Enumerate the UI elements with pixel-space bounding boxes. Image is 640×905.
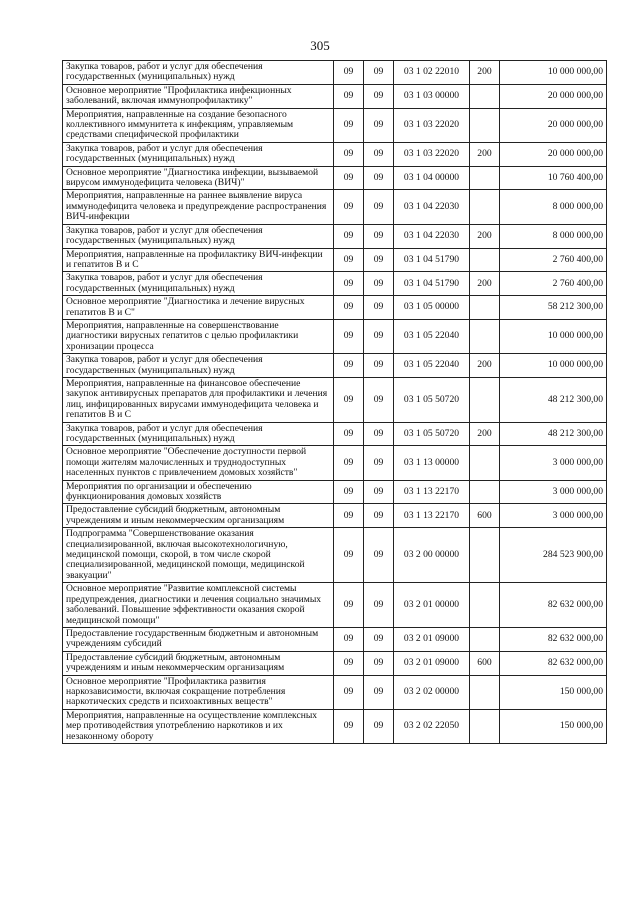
table-row xyxy=(63,296,607,320)
amount-cell: 150 000,00 xyxy=(500,675,607,709)
target-article-cell: 03 1 05 50720 xyxy=(394,422,470,446)
table-row xyxy=(63,446,607,480)
table-row xyxy=(63,627,607,651)
amount-cell: 82 632 000,00 xyxy=(500,583,607,628)
target-article-cell: 03 1 05 22040 xyxy=(394,319,470,353)
podrazdel-cell: 09 xyxy=(364,480,394,504)
row-name-cell: Закупка товаров, работ и услуг для обеспечения государственных (муниципальных) нужд xyxy=(63,224,334,248)
target-article-cell: 03 1 04 51790 xyxy=(394,248,470,272)
table-row xyxy=(63,166,607,190)
table-row xyxy=(63,61,607,85)
target-article-cell: 03 1 13 00000 xyxy=(394,446,470,480)
target-article-cell: 03 1 04 51790 xyxy=(394,272,470,296)
podrazdel-cell: 09 xyxy=(364,354,394,378)
target-article-cell: 03 1 13 22170 xyxy=(394,480,470,504)
row-name-cell: Основное мероприятие "Обеспечение доступности первой помощи жителям малочисленных и труднодоступных населенных пунктов с привлечением домовых хозяйств" xyxy=(63,446,334,480)
row-name-cell: Мероприятия, направленные на создание безопасного коллективного иммунитета к инфекциям, управляемым средствами специфической профилактики xyxy=(63,108,334,142)
razdel-cell: 09 xyxy=(334,651,364,675)
target-article-cell: 03 1 05 50720 xyxy=(394,377,470,422)
row-name-cell: Основное мероприятие "Развитие комплексной системы предупреждения, диагностики и лечения социально значимых заболеваний. Повышение эффективности оказания скорой медицинской помощи" xyxy=(63,583,334,628)
row-name-cell: Закупка товаров, работ и услуг для обеспечения государственных (муниципальных) нужд xyxy=(63,422,334,446)
table-row xyxy=(63,651,607,675)
razdel-cell: 09 xyxy=(334,504,364,528)
table-row xyxy=(63,528,607,583)
page-number: 305 xyxy=(310,38,330,53)
razdel-cell: 09 xyxy=(334,446,364,480)
target-article-cell: 03 1 04 22030 xyxy=(394,224,470,248)
podrazdel-cell: 09 xyxy=(364,627,394,651)
amount-cell: 10 000 000,00 xyxy=(500,319,607,353)
expense-type-cell xyxy=(470,528,500,583)
table-row xyxy=(63,504,607,528)
podrazdel-cell: 09 xyxy=(364,504,394,528)
amount-cell: 8 000 000,00 xyxy=(500,224,607,248)
amount-cell: 82 632 000,00 xyxy=(500,651,607,675)
row-name-cell: Основное мероприятие "Профилактика развития наркозависимости, включая сокращение потребления наркотических средств и психоактивных веществ" xyxy=(63,675,334,709)
table-row xyxy=(63,583,607,628)
expense-type-cell xyxy=(470,446,500,480)
razdel-cell: 09 xyxy=(334,583,364,628)
amount-cell: 58 212 300,00 xyxy=(500,296,607,320)
table-row xyxy=(63,319,607,353)
razdel-cell: 09 xyxy=(334,675,364,709)
expense-type-cell xyxy=(470,296,500,320)
expense-type-cell xyxy=(470,627,500,651)
expense-type-cell: 200 xyxy=(470,61,500,85)
row-name-cell: Мероприятия, направленные на профилактику ВИЧ-инфекции и гепатитов В и С xyxy=(63,248,334,272)
amount-cell: 150 000,00 xyxy=(500,709,607,743)
podrazdel-cell: 09 xyxy=(364,166,394,190)
amount-cell: 2 760 400,00 xyxy=(500,248,607,272)
razdel-cell: 09 xyxy=(334,709,364,743)
table-row xyxy=(63,142,607,166)
row-name-cell: Подпрограмма "Совершенствование оказания специализированной, включая высокотехнологичную, медицинской помощи, скорой, в том числе скорой специализированной, медицинской помощи, медицинской эвакуации" xyxy=(63,528,334,583)
table-row xyxy=(63,377,607,422)
podrazdel-cell: 09 xyxy=(364,319,394,353)
amount-cell: 3 000 000,00 xyxy=(500,446,607,480)
target-article-cell: 03 1 02 22010 xyxy=(394,61,470,85)
amount-cell: 20 000 000,00 xyxy=(500,84,607,108)
amount-cell: 3 000 000,00 xyxy=(500,504,607,528)
table-row xyxy=(63,422,607,446)
expense-type-cell xyxy=(470,480,500,504)
target-article-cell: 03 2 02 00000 xyxy=(394,675,470,709)
razdel-cell: 09 xyxy=(334,377,364,422)
target-article-cell: 03 1 03 22020 xyxy=(394,108,470,142)
table-row xyxy=(63,354,607,378)
razdel-cell: 09 xyxy=(334,166,364,190)
podrazdel-cell: 09 xyxy=(364,528,394,583)
podrazdel-cell: 09 xyxy=(364,248,394,272)
podrazdel-cell: 09 xyxy=(364,142,394,166)
target-article-cell: 03 1 04 22030 xyxy=(394,190,470,224)
podrazdel-cell: 09 xyxy=(364,583,394,628)
podrazdel-cell: 09 xyxy=(364,61,394,85)
expense-type-cell xyxy=(470,583,500,628)
podrazdel-cell: 09 xyxy=(364,651,394,675)
razdel-cell: 09 xyxy=(334,248,364,272)
target-article-cell: 03 2 01 09000 xyxy=(394,651,470,675)
row-name-cell: Закупка товаров, работ и услуг для обеспечения государственных (муниципальных) нужд xyxy=(63,61,334,85)
razdel-cell: 09 xyxy=(334,224,364,248)
table-row xyxy=(63,480,607,504)
target-article-cell: 03 1 03 00000 xyxy=(394,84,470,108)
expense-type-cell: 200 xyxy=(470,354,500,378)
amount-cell: 48 212 300,00 xyxy=(500,422,607,446)
expense-type-cell: 600 xyxy=(470,651,500,675)
razdel-cell: 09 xyxy=(334,84,364,108)
table-row xyxy=(63,84,607,108)
expense-type-cell xyxy=(470,248,500,272)
row-name-cell: Закупка товаров, работ и услуг для обеспечения государственных (муниципальных) нужд xyxy=(63,354,334,378)
razdel-cell: 09 xyxy=(334,272,364,296)
row-name-cell: Основное мероприятие "Диагностика инфекции, вызываемой вирусом иммунодефицита человека (ВИЧ)" xyxy=(63,166,334,190)
row-name-cell: Мероприятия, направленные на осуществление комплексных мер противодействия употреблению наркотиков и их незаконному обороту xyxy=(63,709,334,743)
expense-type-cell xyxy=(470,84,500,108)
target-article-cell: 03 1 04 00000 xyxy=(394,166,470,190)
podrazdel-cell: 09 xyxy=(364,377,394,422)
target-article-cell: 03 2 00 00000 xyxy=(394,528,470,583)
podrazdel-cell: 09 xyxy=(364,108,394,142)
razdel-cell: 09 xyxy=(334,142,364,166)
expense-type-cell xyxy=(470,319,500,353)
amount-cell: 20 000 000,00 xyxy=(500,108,607,142)
podrazdel-cell: 09 xyxy=(364,190,394,224)
target-article-cell: 03 1 03 22020 xyxy=(394,142,470,166)
expense-type-cell xyxy=(470,108,500,142)
podrazdel-cell: 09 xyxy=(364,446,394,480)
table-row xyxy=(63,248,607,272)
amount-cell: 10 000 000,00 xyxy=(500,61,607,85)
expense-type-cell: 200 xyxy=(470,142,500,166)
row-name-cell: Мероприятия по организации и обеспечению функционирования домовых хозяйств xyxy=(63,480,334,504)
amount-cell: 48 212 300,00 xyxy=(500,377,607,422)
amount-cell: 10 000 000,00 xyxy=(500,354,607,378)
expense-type-cell xyxy=(470,709,500,743)
target-article-cell: 03 2 01 09000 xyxy=(394,627,470,651)
expense-type-cell: 200 xyxy=(470,272,500,296)
podrazdel-cell: 09 xyxy=(364,422,394,446)
expense-type-cell xyxy=(470,377,500,422)
target-article-cell: 03 1 13 22170 xyxy=(394,504,470,528)
table-row xyxy=(63,190,607,224)
table-row xyxy=(63,272,607,296)
razdel-cell: 09 xyxy=(334,190,364,224)
podrazdel-cell: 09 xyxy=(364,224,394,248)
row-name-cell: Предоставление субсидий бюджетным, автономным учреждениям и иным некоммерческим организациям xyxy=(63,651,334,675)
podrazdel-cell: 09 xyxy=(364,272,394,296)
expense-type-cell xyxy=(470,190,500,224)
row-name-cell: Предоставление государственным бюджетным и автономным учреждениям субсидий xyxy=(63,627,334,651)
row-name-cell: Мероприятия, направленные на финансовое обеспечение закупок антивирусных препаратов для профилактики и лечения лиц, инфицированных вирусами иммунодефицита человека и гепатитов В и С xyxy=(63,377,334,422)
razdel-cell: 09 xyxy=(334,319,364,353)
row-name-cell: Мероприятия, направленные на раннее выявление вируса иммунодефицита человека и предупреждение распространения ВИЧ-инфекции xyxy=(63,190,334,224)
podrazdel-cell: 09 xyxy=(364,675,394,709)
budget-table xyxy=(62,60,607,744)
razdel-cell: 09 xyxy=(334,627,364,651)
expense-type-cell: 600 xyxy=(470,504,500,528)
table-row xyxy=(63,224,607,248)
row-name-cell: Закупка товаров, работ и услуг для обеспечения государственных (муниципальных) нужд xyxy=(63,272,334,296)
amount-cell: 20 000 000,00 xyxy=(500,142,607,166)
table-row xyxy=(63,709,607,743)
razdel-cell: 09 xyxy=(334,528,364,583)
target-article-cell: 03 1 05 22040 xyxy=(394,354,470,378)
amount-cell: 82 632 000,00 xyxy=(500,627,607,651)
target-article-cell: 03 2 01 00000 xyxy=(394,583,470,628)
budget-table-body xyxy=(63,61,607,744)
expense-type-cell xyxy=(470,166,500,190)
table-row xyxy=(63,108,607,142)
podrazdel-cell: 09 xyxy=(364,709,394,743)
expense-type-cell: 200 xyxy=(470,422,500,446)
amount-cell: 2 760 400,00 xyxy=(500,272,607,296)
razdel-cell: 09 xyxy=(334,422,364,446)
razdel-cell: 09 xyxy=(334,354,364,378)
table-row xyxy=(63,675,607,709)
expense-type-cell: 200 xyxy=(470,224,500,248)
row-name-cell: Основное мероприятие "Диагностика и лечение вирусных гепатитов В и С" xyxy=(63,296,334,320)
podrazdel-cell: 09 xyxy=(364,84,394,108)
target-article-cell: 03 1 05 00000 xyxy=(394,296,470,320)
podrazdel-cell: 09 xyxy=(364,296,394,320)
razdel-cell: 09 xyxy=(334,108,364,142)
amount-cell: 3 000 000,00 xyxy=(500,480,607,504)
amount-cell: 10 760 400,00 xyxy=(500,166,607,190)
target-article-cell: 03 2 02 22050 xyxy=(394,709,470,743)
expense-type-cell xyxy=(470,675,500,709)
amount-cell: 8 000 000,00 xyxy=(500,190,607,224)
razdel-cell: 09 xyxy=(334,296,364,320)
row-name-cell: Мероприятия, направленные на совершенствование диагностики вирусных гепатитов с целью профилактики хронизации процесса xyxy=(63,319,334,353)
row-name-cell: Основное мероприятие "Профилактика инфекционных заболеваний, включая иммунопрофилактику" xyxy=(63,84,334,108)
razdel-cell: 09 xyxy=(334,61,364,85)
razdel-cell: 09 xyxy=(334,480,364,504)
row-name-cell: Предоставление субсидий бюджетным, автономным учреждениям и иным некоммерческим организациям xyxy=(63,504,334,528)
amount-cell: 284 523 900,00 xyxy=(500,528,607,583)
row-name-cell: Закупка товаров, работ и услуг для обеспечения государственных (муниципальных) нужд xyxy=(63,142,334,166)
